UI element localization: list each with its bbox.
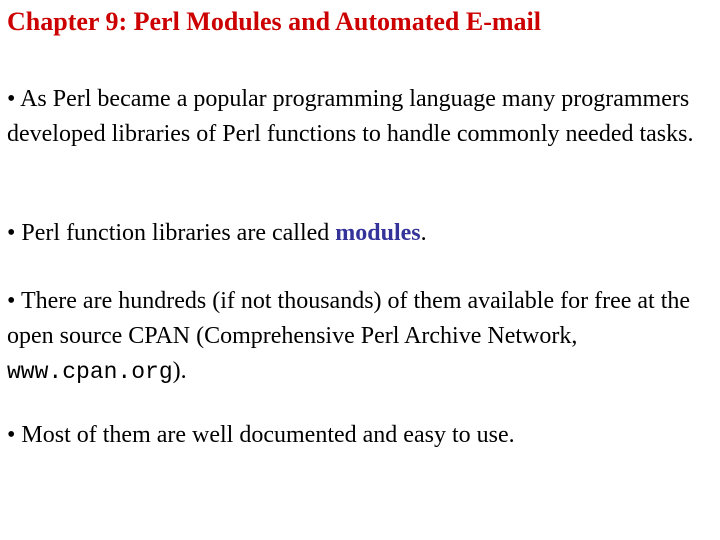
slide-title: Chapter 9: Perl Modules and Automated E-mail <box>7 7 541 36</box>
bullet-cpan <box>7 284 707 390</box>
bullet-text: • There are hundreds (if not thousands) of them available for free at the open source CPAN (Comprehensive Perl Archive Network, <box>7 288 691 349</box>
bullet-modules-definition <box>7 216 707 251</box>
cpan-url: www.cpan.org <box>7 359 173 385</box>
emphasized-term: modules <box>335 220 421 246</box>
bullet-text: • Perl function libraries are called <box>7 220 336 246</box>
bullet-text-end: ). <box>172 358 187 384</box>
bullet-documentation: • Most of them are well documented and easy to use. <box>7 422 515 448</box>
bullet-perl-libraries: • As Perl became a popular programming language many programmers developed libraries of Perl functions to handle commonly needed tasks. <box>7 86 694 147</box>
bullet-text-end: . <box>420 220 427 246</box>
